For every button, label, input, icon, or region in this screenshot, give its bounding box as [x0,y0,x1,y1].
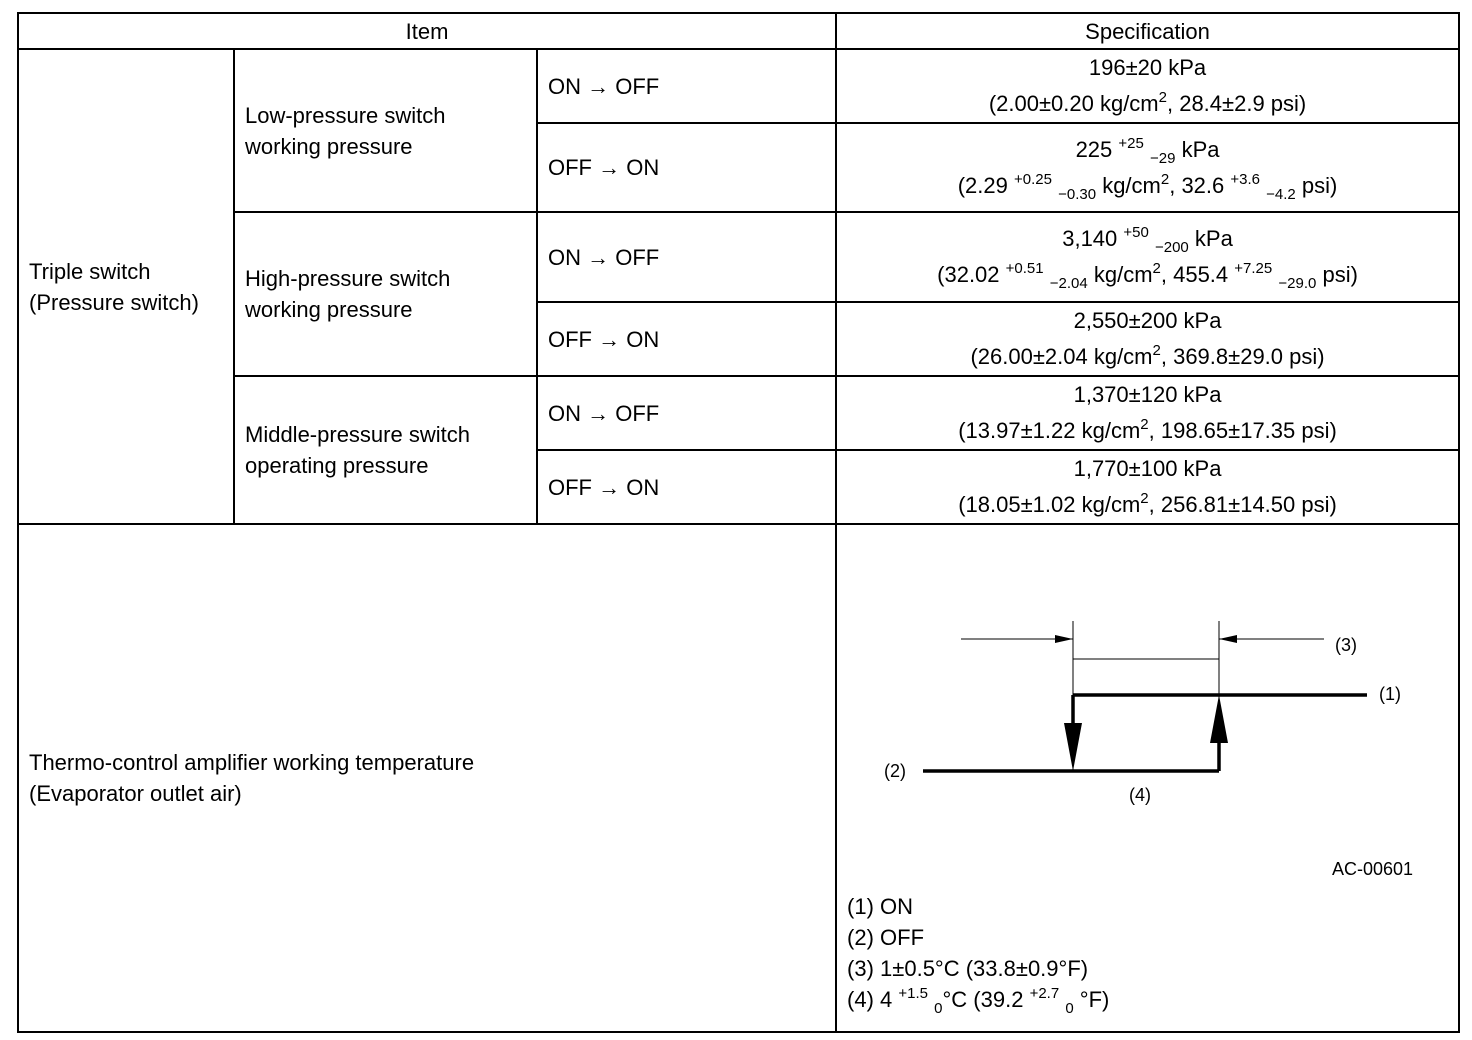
mp-on-off-spec: 1,370±120 kPa (13.97±1.22 $kg/cm^2$, 198.65±17.35 psi) [836,376,1459,450]
dimension-arrow-left-head [1055,635,1073,643]
lp-on-off-direction: ON → OFF [537,49,836,123]
turn-on-arrow-head [1210,695,1228,743]
diagram-legend [847,891,1109,1015]
thermo-diagram-cell [836,524,1459,1032]
legend-item-3: (3) 1±0.5°C (33.8±0.9°F) [847,956,1089,981]
low-pressure-switch-label: Low-pressure switch working pressure [234,49,537,212]
figure-id: AC-00601 [1332,859,1414,879]
legend-item-1: (1) ON [847,894,914,919]
high-pressure-switch-label: High-pressure switch working pressure [234,212,537,376]
lp-on-off-spec: 196±20 kPa (2.00±0.20 $kg/cm^2$, 28.4±2.9 psi) [836,49,1459,123]
triple-switch-label: Triple switch (Pressure switch) [18,49,234,524]
middle-pressure-switch-label: Middle-pressure switch operating pressure [234,376,537,524]
hp-off-on-spec: 2,550±200 kPa (26.00±2.04 $kg/cm^2$, 369.8±29.0 psi) [836,302,1459,376]
turn-off-arrow-head [1064,723,1082,771]
thermo-control-label: Thermo-control amplifier working temperature (Evaporator outlet air) [18,524,836,1032]
callout-4: (4) [1129,785,1152,805]
hp-on-off-spec: 3,140 $^{+50}$ $_{-200}$ kPa (32.02 $^{+0.51}$ $_{-2.04}$ $kg/cm^2$, 455.4 $^{+7.25}$ $_{-29.0}$ psi) [836,212,1459,302]
header-item: Item [18,13,836,49]
callout-3: (3) [1335,635,1358,655]
hp-on-off-direction: ON → OFF [537,212,836,302]
header-specification: Specification [836,13,1459,49]
hp-off-on-direction: OFF → ON [537,302,836,376]
legend-item-2: (2) OFF [847,925,925,950]
callout-2: (2) [884,761,907,781]
mp-off-on-direction: OFF → ON [537,450,836,524]
legend-item-4: (4) 4 $^{+1.5}$ $_0$°C (39.2 $^{+2.7}$ $_0$ °F) [847,985,1110,1017]
mp-on-off-direction: ON → OFF [537,376,836,450]
dimension-arrow-right-head [1219,635,1237,643]
spec-table [17,12,1460,1033]
thermo-hysteresis-diagram [837,525,1457,885]
lp-off-on-direction: OFF → ON [537,123,836,212]
lp-off-on-spec: 225 $^{+25}$ $_{-29}$ kPa (2.29 $^{+0.25}$ $_{-0.30}$ $kg/cm^2$, 32.6 $^{+3.6}$ $_{-4.2}$ psi) [836,123,1459,212]
mp-off-on-spec: 1,770±100 kPa (18.05±1.02 $kg/cm^2$, 256.81±14.50 psi) [836,450,1459,524]
callout-1: (1) [1379,684,1402,704]
